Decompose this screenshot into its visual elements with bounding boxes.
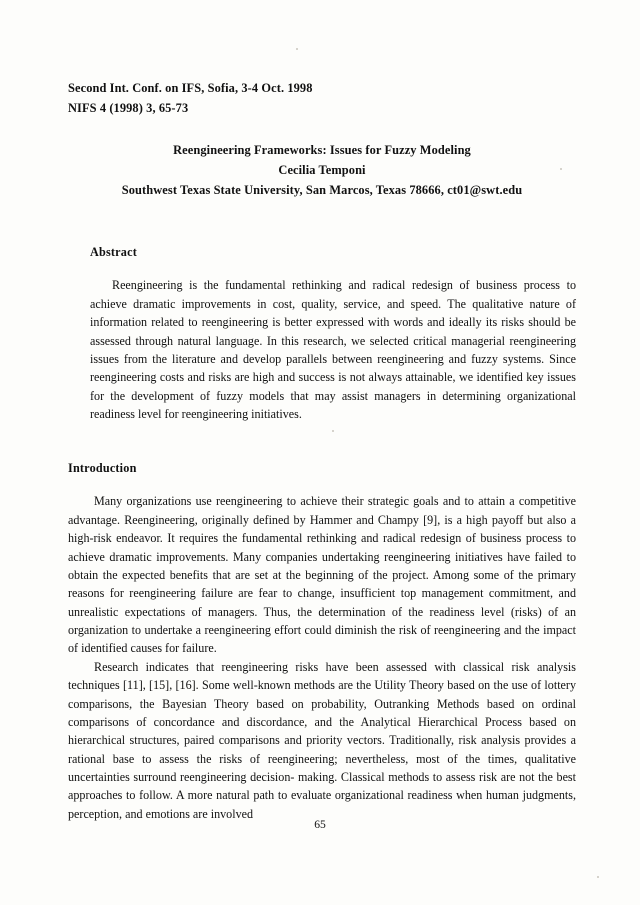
- page-speck: [296, 48, 298, 50]
- journal-reference-line: NIFS 4 (1998) 3, 65-73: [68, 101, 189, 116]
- page-number: 65: [314, 818, 326, 831]
- paper-title: Reengineering Frameworks: Issues for Fuzzy Modeling: [173, 143, 471, 158]
- introduction-body: [68, 492, 576, 823]
- introduction-paragraph-1: Many organizations use reengineering to achieve their strategic goals and to attain a competitive advantage. Reengineering, originally defined by Hammer and Champy [9], is a high payoff but also a high-risk endeavor. It requires the fundamental rethinking and radical redesign of business process to achieve dramatic improvements. Many companies undertaking reengineering initiatives have failed to obtain the expected benefits that are set at the beginning of the project. Among some of the primary reasons for reengineering failure are fear to change, insufficient top management commitment, and unrealistic expectations of managers. Thus, the determination of the readiness level (risks) of an organization to undertake a reengineering effort could diminish the risk of reengineering and the impact of identified causes for failure.: [68, 494, 576, 656]
- author-name: Cecilia Temponi: [278, 163, 366, 178]
- conference-line: Second Int. Conf. on IFS, Sofia, 3-4 Oct. 1998: [68, 81, 313, 95]
- abstract-heading: Abstract: [90, 245, 137, 260]
- author-affiliation: Southwest Texas State University, San Marcos, Texas 78666, ct01@swt.edu: [121, 183, 523, 198]
- abstract-body: [90, 276, 576, 423]
- title-block: [68, 140, 576, 200]
- abstract-paragraph: Reengineering is the fundamental rethinking and radical redesign of business process to achieve dramatic improvements in cost, quality, service, and speed. The qualitative nature of information related to reengineering is better expressed with words and ideally its risks should be assessed through natural language. In this research, we selected critical managerial reengineering issues from the literature and develop parallels between reengineering and fuzzy systems. Since reengineering costs and risks are high and success is not always attainable, we identified key issues for the development of fuzzy models that may assist managers in determining organizational readiness level for reengineering initiatives.: [90, 278, 576, 422]
- page-content: [68, 78, 576, 823]
- introduction-heading: Introduction: [68, 461, 137, 476]
- page-speck: [597, 876, 599, 878]
- introduction-paragraph-2: Research indicates that reengineering risks have been assessed with classical risk analysis techniques [11], [15], [16]. Some well-known methods are the Utility Theory based on the use of lottery comparisons, the Bayesian Theory based on probability, Outranking Methods based on ordinal comparisons of concordance and discordance, and the Analytical Hierarchical Process based on hierarchical structures, paired comparisons and priority vectors. Traditionally, risk analysis provides a rational base to assess the risks of reengineering; nevertheless, most of the times, qualitative uncertainties surround reengineering decision- making. Classical methods to assess risk are not the best approaches to follow. A more natural path to evaluate organizational readiness when human judgments, perception, and emotions are involved: [68, 659, 576, 821]
- journal-header: [68, 78, 576, 118]
